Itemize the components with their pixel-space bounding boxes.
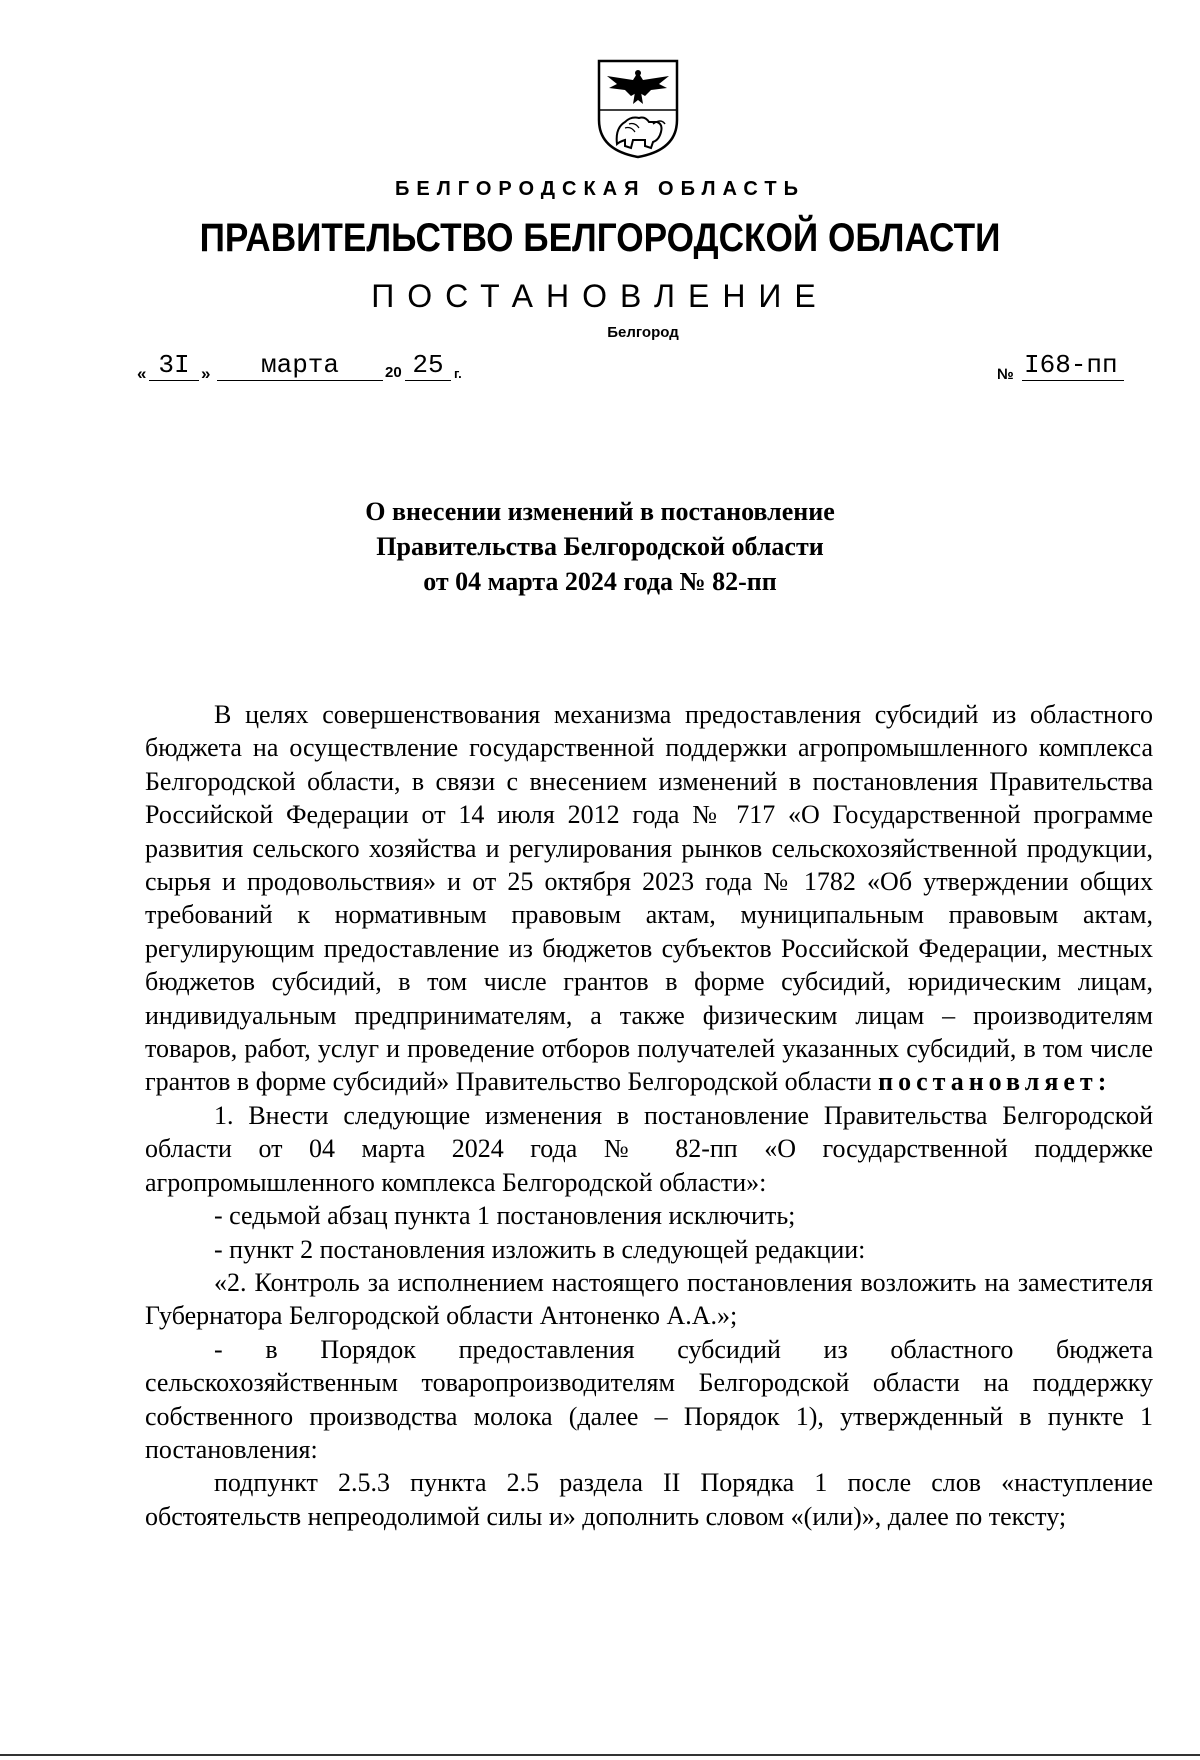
date-year-suffix: г. (454, 366, 462, 381)
paragraph-preamble (145, 698, 1153, 1099)
document-type: ПОСТАНОВЛЕНИЕ (371, 278, 829, 314)
paragraph-item-1-b: - пункт 2 постановления изложить в следующей редакции: (214, 1234, 866, 1264)
document-number-sign: № (997, 366, 1014, 383)
date-number-line (137, 350, 1147, 386)
paragraph-item-1-b-text: «2. Контроль за исполнением настоящего постановления возложить на заместителя Губернатора Белгородской области Антоненко А.А.»; (145, 1267, 1153, 1331)
title-line-1: О внесении изменений в постановление (365, 497, 835, 526)
preamble-text: В целях совершенствования механизма предоставления субсидий из областного бюджета на осуществление государственной поддержки агропромышленного комплекса Белгородской области, в связи с внесением изменений в постановления Правительства Российской Федерации от 14 июля 2012 года № 717 «О Государственной программе развития сельского хозяйства и регулирования рынков сельскохозяйственной продукции, сырья и продовольствия» и от 25 октября 2023 года № 1782 «Об утверждении общих требований к нормативным правовым актам, муниципальным правовым актам, регулирующим предоставление из бюджетов субъектов Российской Федерации, местных бюджетов субсидий, в том числе грантов в форме субсидий, юридическим лицам, индивидуальным предпринимателям, а также физическим лицам – производителям товаров, работ, услуг и проведение отборов получателей указанных субсидий, в том числе грантов в форме субсидий» Правительство Белгородской области (145, 700, 1153, 1097)
paragraph-item-1-a: - седьмой абзац пункта 1 постановления исключить; (214, 1201, 796, 1231)
title-line-2: Правительства Белгородской области (376, 532, 824, 561)
date-month: марта (217, 350, 383, 381)
date-open-quote: « (137, 364, 147, 383)
paragraph-item-1-c: - в Порядок предоставления субсидий из областного бюджета сельскохозяйственным товаропроизводителям Белгородской области на поддержку собственного производства молока (далее – Порядок 1), утвержденный в пункте 1 постановления: (145, 1334, 1153, 1464)
document-number: I68-пп (1022, 350, 1124, 381)
document-body (145, 698, 1153, 1533)
coat-of-arms-icon (595, 58, 681, 160)
title-line-3: от 04 марта 2024 года № 82-пп (423, 567, 777, 596)
date-day: 3I (149, 350, 199, 381)
paragraph-item-1-c-text: подпункт 2.5.3 пункта 2.5 раздела II Порядка 1 после слов «наступление обстоятельств непреодолимой силы и» дополнить словом «(или)», далее по тексту; (145, 1468, 1153, 1531)
date-close-quote: » (201, 364, 211, 383)
page-bottom-rule (0, 1754, 1200, 1756)
document-title (0, 494, 1200, 599)
paragraph-item-1: 1. Внести следующие изменения в постановление Правительства Белгородской области от 04 марта 2024 года № 82-пп «О государственной поддержке агропромышленного комплекса Белгородской области»: (145, 1100, 1153, 1197)
date-year: 25 (405, 350, 451, 381)
date-century: 20 (385, 364, 402, 381)
government-name: ПРАВИТЕЛЬСТВО БЕЛГОРОДСКОЙ ОБЛАСТИ (199, 216, 1001, 260)
coat-of-arms-svg (595, 58, 681, 160)
region-name: БЕЛГОРОДСКАЯ ОБЛАСТЬ (395, 178, 805, 200)
city-name: Белгород (607, 324, 679, 341)
resolves-verb: постановляет: (878, 1067, 1112, 1097)
